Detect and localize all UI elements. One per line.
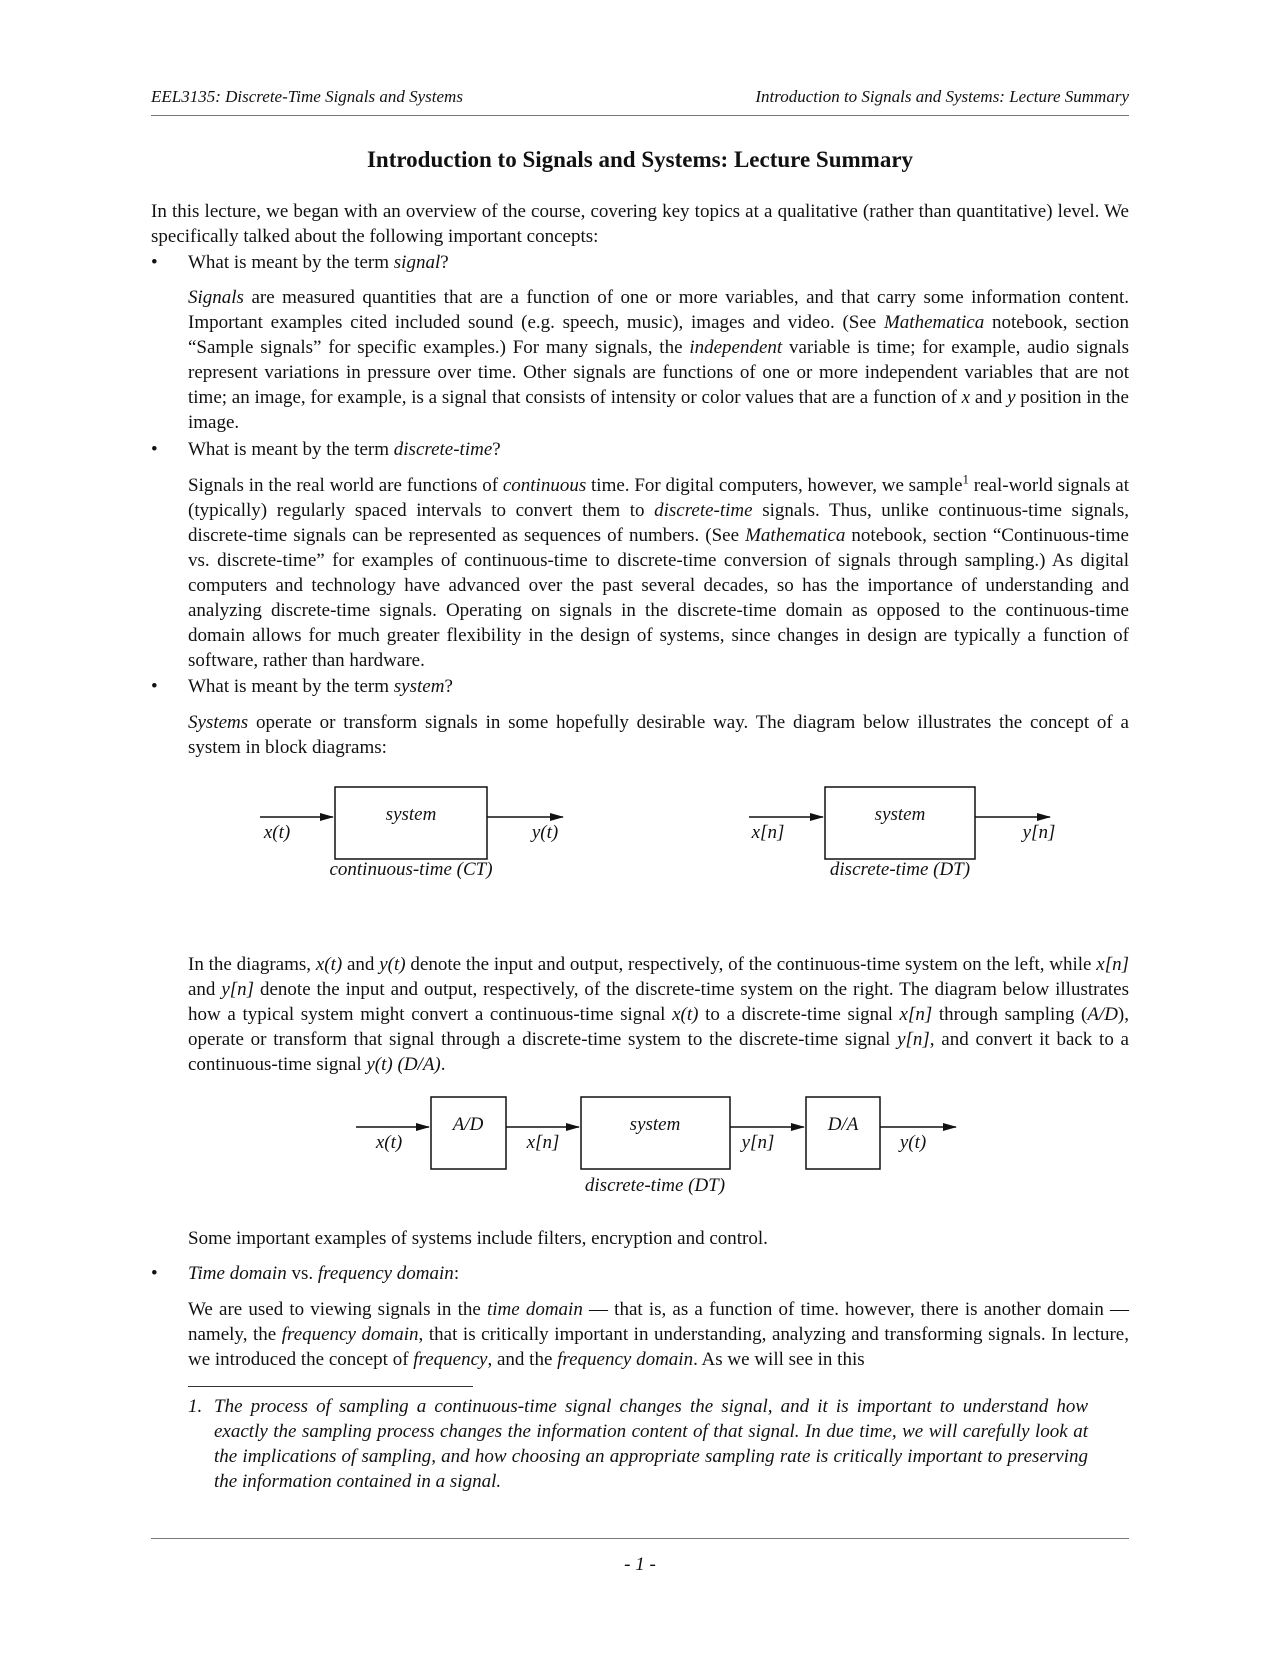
header-doc-title: Introduction to Signals and Systems: Lecture Summary: [755, 87, 1129, 106]
system-paragraph: Systems operate or transform signals in some hopefully desirable way. The diagram below illustrates the concept of a system in block diagrams:: [188, 712, 1129, 758]
system-examples-paragraph: Some important examples of systems include filters, encryption and control.: [188, 1228, 768, 1249]
bullet-question-discrete-time: What is meant by the term discrete-time?: [188, 439, 501, 460]
ad-label: A/D: [452, 1114, 484, 1135]
xt-input-label: x(t): [375, 1132, 403, 1153]
bullet: •: [151, 676, 158, 697]
ct-caption: continuous-time (CT): [329, 859, 493, 880]
ct-output-label: y(t): [531, 822, 559, 843]
header-rule: [151, 115, 1129, 116]
bullet-question-system: What is meant by the term system?: [188, 676, 453, 697]
dt-box-label: system: [874, 804, 926, 825]
signal-paragraph: Signals are measured quantities that are a function of one or more variables, and that carry some information content. Important examples cited included sound (e.g. speech, music), images and video. (See Mathematica notebook, section “Sample signals” for specific examples.) For many signals, the independent variable is time; for example, audio signals represent variations in pressure over time. Other signals are functions of one or more independent variables that are not time; an image, for example, is a signal that consists of intensity or color values that are a function of x and y position in the image.: [188, 287, 1129, 433]
diagram-explanation-paragraph: In the diagrams, x(t) and y(t) denote the input and output, respectively, of the continuous-time system on the left, while x[n] and y[n] denote the input and output, respectively, of the discrete-time system on the right. The diagram below illustrates how a typical system might convert a continuous-time signal x(t) to a discrete-time signal x[n] through sampling (A/D), operate or transform that signal through a discrete-time system to the discrete-time signal y[n], and convert it back to a continuous-time signal y(t) (D/A).: [188, 954, 1130, 1075]
dt-system-diagram: [749, 787, 1055, 880]
header-course: EEL3135: Discrete-Time Signals and Systems: [151, 87, 463, 106]
ct-input-label: x(t): [263, 822, 291, 843]
bullet-question-signal: What is meant by the term signal?: [188, 252, 449, 273]
footer-rule: [151, 1538, 1129, 1539]
xn-label: x[n]: [526, 1132, 560, 1153]
page-number: - 1 -: [624, 1554, 656, 1575]
ct-system-diagram: [260, 787, 563, 880]
page-title: Introduction to Signals and Systems: Lecture Summary: [366, 147, 914, 172]
discrete-time-paragraph: Signals in the real world are functions of continuous time. For digital computers, however, we sample$^1$ real-world signals at (typically) regularly spaced intervals to convert them to discrete-time signals. Thus, unlike continuous-time signals, discrete-time signals can be represented as sequences of numbers. (See Mathematica notebook, section “Continuous-time vs. discrete-time” for examples of continuous-time to discrete-time conversion of signals through sampling.) As digital computers and technology have advanced over the past several decades, so has the importance of understanding and analyzing discrete-time signals. Operating on signals in the discrete-time domain as opposed to the continuous-time domain allows for much greater flexibility in the design of systems, since changes in design are typically a function of software, rather than hardware.: [188, 471, 1129, 671]
system-label: system: [629, 1114, 681, 1135]
dt-caption: discrete-time (DT): [829, 859, 971, 880]
bullet: •: [151, 439, 158, 460]
yn-label: y[n]: [741, 1132, 775, 1153]
system-block-diagrams: [0, 780, 1280, 930]
bullet: •: [151, 252, 158, 273]
footnote-number: 1.: [188, 1396, 203, 1417]
bullet-time-vs-frequency: Time domain vs. frequency domain:: [188, 1263, 460, 1284]
footnote-rule: [188, 1386, 473, 1387]
dt-input-label: x[n]: [751, 822, 785, 843]
ct-box-label: system: [385, 804, 437, 825]
dt-output-label: y[n]: [1022, 822, 1056, 843]
dt-caption: discrete-time (DT): [584, 1175, 726, 1196]
footnote-marker[interactable]: 1: [962, 471, 969, 487]
yt-output-label: y(t): [899, 1132, 927, 1153]
frequency-domain-paragraph: We are used to viewing signals in the time domain — that is, as a function of time. however, there is another domain — namely, the frequency domain, that is critically important in understanding, analyzing and transforming signals. In lecture, we introduced the concept of frequency, and the frequency domain. As we will see in this: [188, 1299, 1129, 1370]
footnote: [188, 1394, 1088, 1494]
conversion-chain-diagram: [0, 1090, 1280, 1210]
footnote-text: The process of sampling a continuous-time signal changes the signal, and it is important to understand how exactly the sampling process changes the information content of that signal. In due time, we will carefully look at the implications of sampling, and how choosing an appropriate sampling rate is critically important to preserving the information contained in a signal.: [214, 1396, 1088, 1492]
da-label: D/A: [827, 1114, 859, 1135]
bullet: •: [151, 1263, 158, 1284]
intro-paragraph: In this lecture, we began with an overview of the course, covering key topics at a qualitative (rather than quantitative) level. We specifically talked about the following important concepts:: [151, 201, 1129, 247]
